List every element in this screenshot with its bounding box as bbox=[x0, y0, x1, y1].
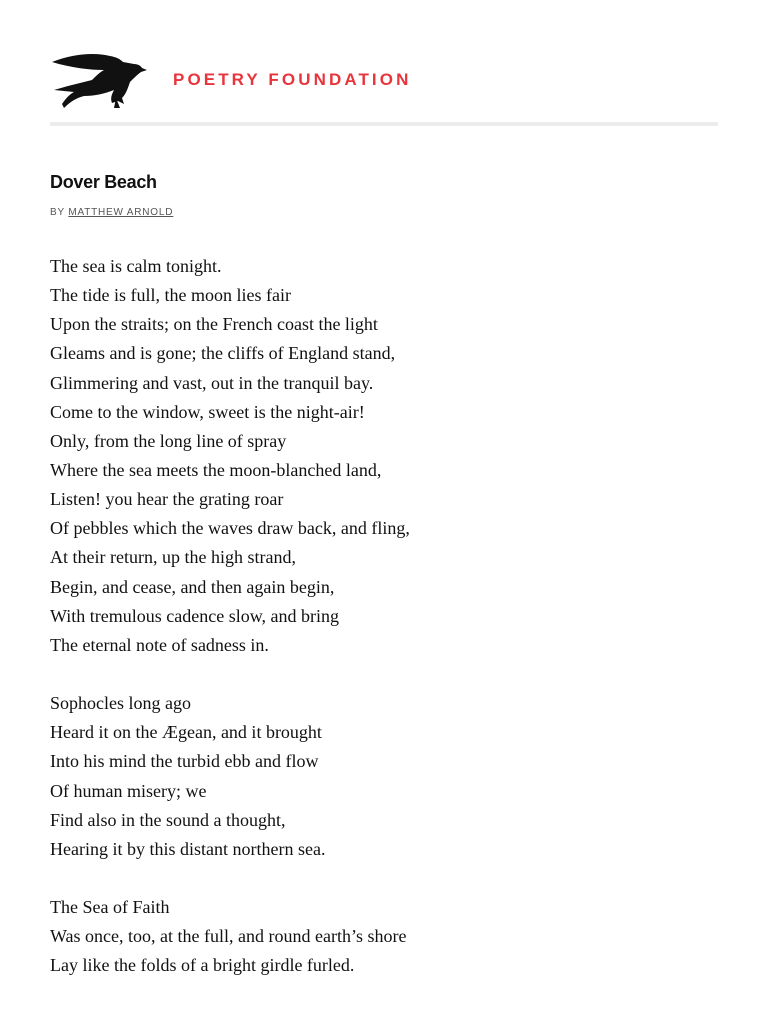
stanza-break bbox=[50, 864, 710, 893]
poem-line: At their return, up the high strand, bbox=[50, 547, 296, 568]
poem-line: Sophocles long ago bbox=[50, 693, 191, 714]
poem-line: Listen! you hear the grating roar bbox=[50, 489, 284, 510]
poem-line: The eternal note of sadness in. bbox=[50, 634, 269, 655]
poem-line: With tremulous cadence slow, and bring bbox=[50, 605, 340, 626]
poem-line: The sea is calm tonight. bbox=[50, 256, 222, 276]
poem-line: Of pebbles which the waves draw back, and fling, bbox=[50, 518, 410, 539]
poem-line: Hearing it by this distant northern sea. bbox=[50, 838, 326, 859]
poem-line: Lay like the folds of a bright girdle furled. bbox=[50, 955, 355, 976]
poem-line: The Sea of Faith bbox=[50, 897, 170, 918]
poem-line: Where the sea meets the moon-blanched land, bbox=[50, 459, 382, 480]
poem-line: Glimmering and vast, out in the tranquil bay. bbox=[50, 372, 374, 393]
poem-line: Heard it on the Ægean, and it brought bbox=[50, 722, 322, 743]
stanza-break bbox=[50, 660, 710, 689]
poem-line: Of human misery; we bbox=[50, 780, 207, 801]
header-divider bbox=[50, 122, 718, 126]
brand-name[interactable]: POETRY FOUNDATION bbox=[173, 70, 412, 89]
author-link[interactable]: MATTHEW ARNOLD bbox=[68, 207, 174, 218]
by-label: BY bbox=[50, 207, 65, 218]
poem-line: Only, from the long line of spray bbox=[50, 430, 287, 451]
pegasus-logo-icon[interactable] bbox=[50, 48, 150, 112]
site-header bbox=[50, 48, 718, 112]
poem-line: Upon the straits; on the French coast the light bbox=[50, 314, 378, 335]
poem-line: Find also in the sound a thought, bbox=[50, 809, 286, 830]
poem-line: Begin, and cease, and then again begin, bbox=[50, 576, 335, 597]
poem-line: Into his mind the turbid ebb and flow bbox=[50, 751, 319, 772]
byline bbox=[50, 207, 173, 218]
poem-line: Come to the window, sweet is the night-air! bbox=[50, 401, 365, 422]
poem-line: Gleams and is gone; the cliffs of England stand, bbox=[50, 343, 396, 364]
poem-title: Dover Beach bbox=[50, 172, 157, 192]
poem-line: Was once, too, at the full, and round earth’s shore bbox=[50, 926, 407, 947]
poem-line: The tide is full, the moon lies fair bbox=[50, 285, 291, 306]
poem-body bbox=[50, 252, 710, 981]
